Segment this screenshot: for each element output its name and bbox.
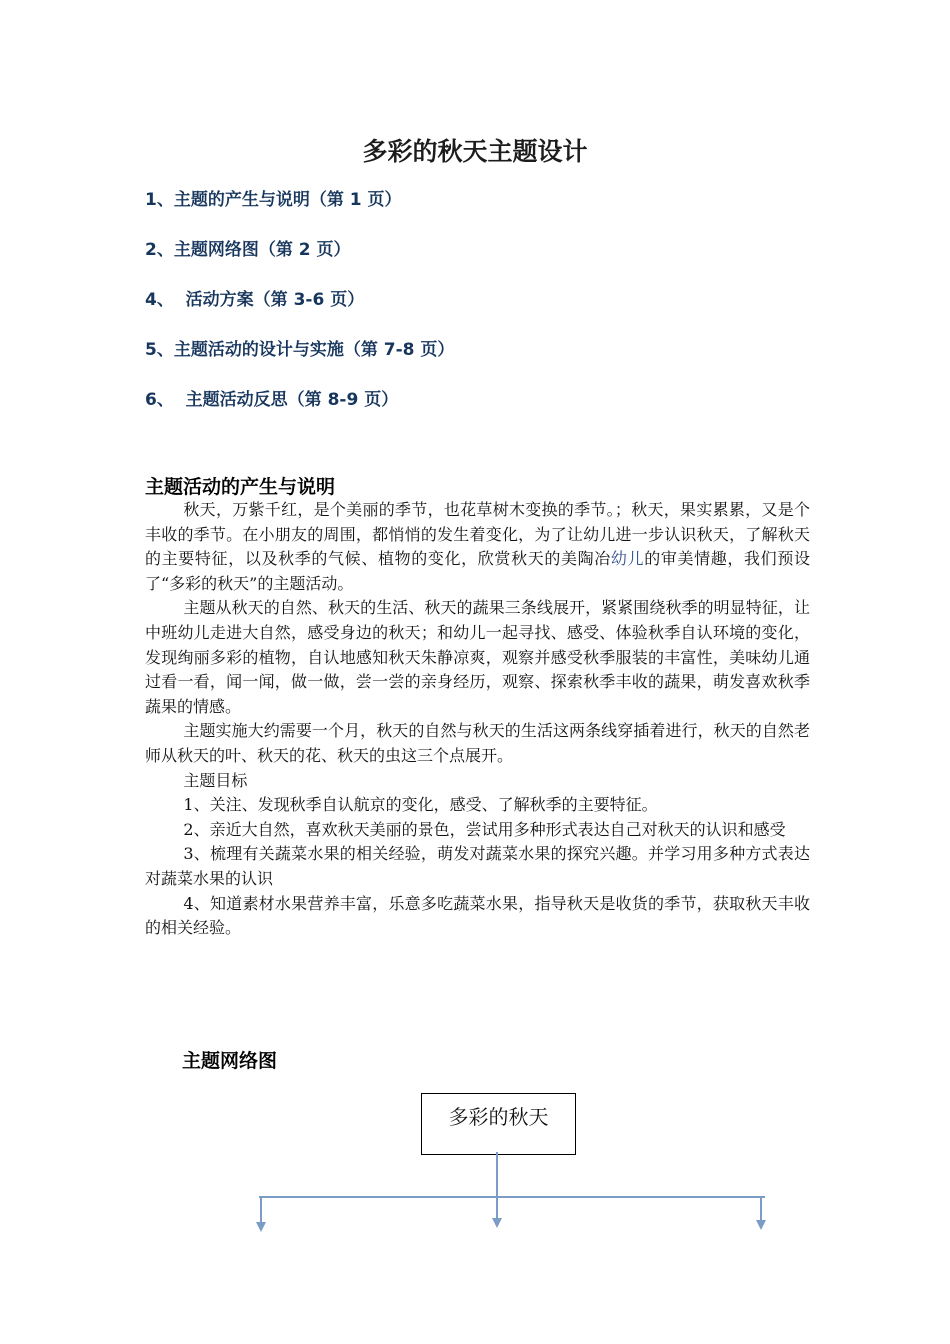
goal-item: 2、亲近大自然，喜欢秋天美丽的景色，尝试用多种形式表达自己对秋天的认识和感受: [183, 819, 786, 839]
toc-item: 6、 主题活动反思（第 8-9 页）: [145, 390, 399, 410]
goal-item: 3、梳理有关蔬菜水果的相关经验，萌发对蔬菜水果的探究兴趣。并学习用多种方式表达对蔬菜水果的认识: [145, 844, 810, 888]
keyword-link[interactable]: 幼儿: [610, 549, 645, 569]
toc-item: 1、主题的产生与说明（第 1 页）: [145, 190, 402, 210]
network-root-label: 多彩的秋天: [448, 1105, 549, 1129]
connector-lines: [256, 1152, 766, 1232]
paragraph-intro-text-end: 的审美情趣，我们预设了“多彩的秋天”的主题活动。: [145, 549, 810, 593]
toc-item: 2、主题网络图（第 2 页）: [145, 240, 351, 260]
arrow-center-icon: [492, 1218, 502, 1228]
goal-item: 1、关注、发现秋季自认航京的变化，感受、了解秋季的主要特征。: [183, 795, 658, 815]
paragraph-implementation: 主题实施大约需要一个月，秋天的自然与秋天的生活这两条线穿插着进行，秋天的自然老师从秋天的叶、秋天的花、秋天的虫这三个点展开。: [145, 721, 810, 765]
toc-item: 4、 活动方案（第 3-6 页）: [145, 290, 365, 310]
arrow-left-icon: [256, 1222, 266, 1232]
paragraph-intro-text: 秋天，万紫千红，是个美丽的季节，也花草树木变换的季节。；秋天，果实累累，又是个丰收的季节。在小朋友的周围，都悄悄的发生着变化，为了让幼儿进一步认识秋天，了解秋天的主要特征，以及秋季的气候、植物的变化，欣赏秋天的美陶冶: [145, 500, 810, 569]
toc-item: 5、主题活动的设计与实施（第 7-8 页）: [145, 340, 455, 360]
section-heading-network: 主题网络图: [182, 1050, 278, 1072]
paragraph-lines: 主题从秋天的自然、秋天的生活、秋天的蔬果三条线展开，紧紧围绕秋季的明显特征，让中班幼儿走进大自然，感受身边的秋天；和幼儿一起寻找、感受、体验秋季自认环境的变化，发现绚丽多彩的植物，自认地感知秋天朱静凉爽，观察并感受秋季服装的丰富性，美味幼儿通过看一看，闻一闻，做一做，尝一尝的亲身经历，观察、探索秋季丰收的蔬果，萌发喜欢秋季蔬果的情感。: [145, 598, 810, 716]
arrow-right-icon: [756, 1220, 766, 1230]
section-heading-origin: 主题活动的产生与说明: [145, 476, 336, 498]
goals-label: 主题目标: [183, 770, 248, 790]
document-title: 多彩的秋天主题设计: [362, 137, 588, 166]
goal-item: 4、知道素材水果营养丰富，乐意多吃蔬菜水果，指导秋天是收货的季节，获取秋天丰收的相关经验。: [145, 893, 810, 938]
